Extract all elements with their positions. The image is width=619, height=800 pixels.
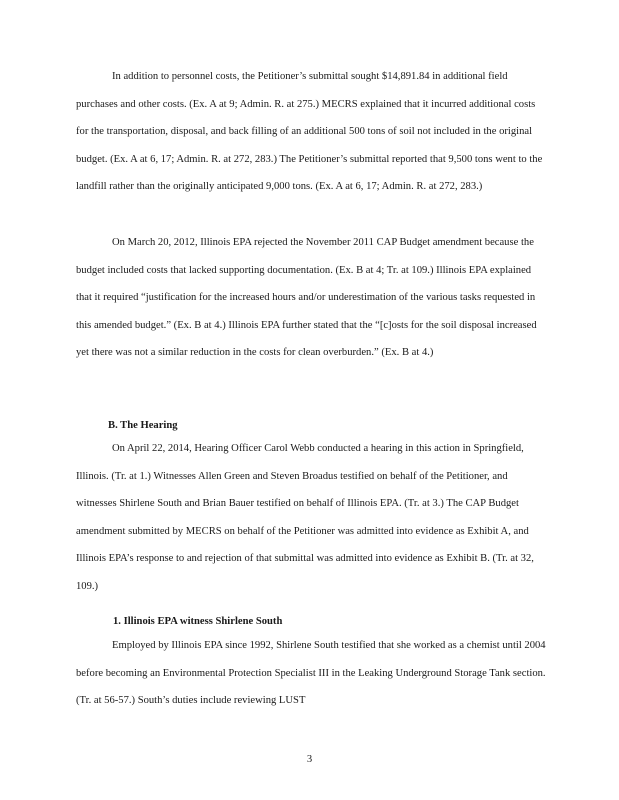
paragraph-field-purchases: In addition to personnel costs, the Petitioner’s submittal sought $14,891.84 in additional field purchases and other costs. (Ex. A at 9; Admin. R. at 275.) MECRS explained that it incurred additional costs for the transportation, disposal, and back filling of an additional 500 tons of soil not included in the original budget. (Ex. A at 6, 17; Admin. R. at 272, 283.) The Petitioner’s submittal reported that 9,500 tons went to the landfill rather than the originally anticipated 9,000 tons. (Ex. A at 6, 17; Admin. R. at 272, 283.)	[76, 71, 543, 193]
page-number: 3	[306, 754, 313, 765]
paragraph-hearing-summary: On April 22, 2014, Hearing Officer Carol Webb conducted a hearing in this action in Springfield, Illinois. (Tr. at 1.) Witnesses Allen Green and Steven Broadus testified on behalf of the Petitioner, and witnesses Shirlene South and Brian Bauer testified on behalf of Illinois EPA. (Tr. at 3.) The CAP Budget amendment submitted by MECRS on behalf of the Petitioner was admitted into evidence as Exhibit A, and Illinois EPA’s response to and rejection of that submittal was admitted into evidence as Exhibit B. (Tr. at 32, 109.)	[76, 443, 534, 592]
paragraph-south-testimony: Employed by Illinois EPA since 1992, Shirlene South testified that she worked as a chemist until 2004 before becoming an Environmental Protection Specialist III in the Leaking Underground Storage Tank section. (Tr. at 56-57.) South’s duties include reviewing LUST	[76, 640, 546, 707]
section-heading-shirlene-south: 1. Illinois EPA witness Shirlene South	[113, 616, 283, 627]
paragraph-epa-rejection: On March 20, 2012, Illinois EPA rejected the November 2011 CAP Budget amendment because the budget included costs that lacked supporting documentation. (Ex. B at 4; Tr. at 109.) Illinois EPA explained that it required “justification for the increased hours and/or underestimation of the various tasks requested in this amended budget.” (Ex. B at 4.) Illinois EPA further stated that the “[c]osts for the soil disposal increased yet there was not a similar reduction in the costs for clean overburden.” (Ex. B at 4.)	[76, 237, 537, 359]
section-heading-the-hearing: B. The Hearing	[108, 420, 178, 431]
